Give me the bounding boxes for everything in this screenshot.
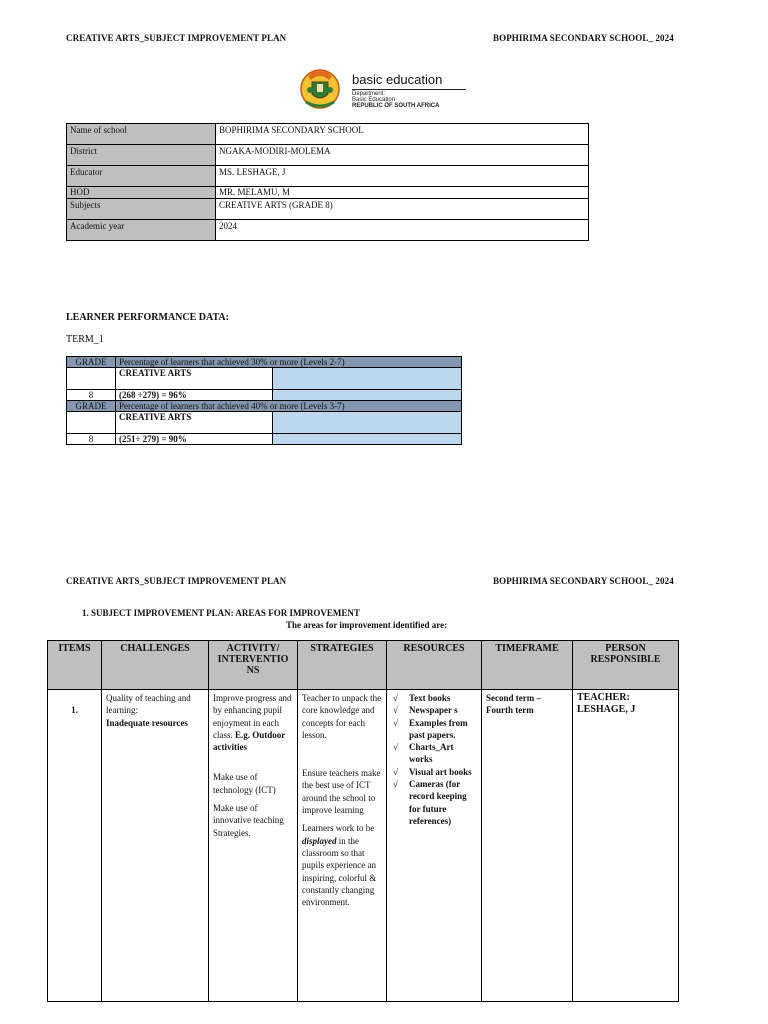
check-icon: √ [393,766,398,777]
col-resources: RESOURCES [387,641,482,690]
info-label: District [67,145,216,166]
person-cell: TEACHER: LESHAGE, J [573,690,679,1002]
info-row [67,187,589,199]
info-row [67,220,589,241]
header-left: CREATIVE ARTS_SUBJECT IMPROVEMENT PLAN [66,33,287,43]
resource-item [391,692,477,704]
strategy-p3b: in the classroom so that pupils experience an inspiring, colorful & constantly changing environment. [302,835,377,908]
resource-text: Charts_Art works [409,742,454,765]
performance-table [66,356,462,445]
result-row [67,390,462,401]
resource-text: Text books [409,693,451,703]
info-row [67,145,589,166]
resource-item [391,704,477,716]
check-icon: √ [393,693,398,703]
strategy-emphasis: displayed [302,835,337,846]
grade-header: GRADE [67,357,116,368]
strategy-text-3 [302,822,382,908]
item-number: 1. [48,690,102,1002]
col-challenges: CHALLENGES [102,641,209,690]
resources-list [391,692,477,827]
empty-cell [67,412,116,434]
resource-item [391,741,477,766]
performance-heading: LEARNER PERFORMANCE DATA: [66,312,229,323]
info-value: NGAKA-MODIRI-MOLEMA [216,145,589,166]
logo-line-2: Basic Education [352,97,396,103]
timeframe-cell: Second term – Fourth term [482,690,573,1002]
resource-text: Examples from past papers. [409,717,468,740]
grade-value: 8 [67,434,116,445]
performance-header-row [67,401,462,412]
info-label: Subjects [67,199,216,220]
check-icon: √ [393,705,398,716]
info-value: MS. LESHAGE, J [216,166,589,187]
col-timeframe: TIMEFRAME [482,641,573,690]
logo-line-1: Department: [352,91,386,97]
blank-shaded-cell [273,390,462,401]
subject-label: CREATIVE ARTS [116,368,273,390]
subject-row [67,368,462,390]
header-right: BOPHIRIMA SECONDARY SCHOOL_ 2024 [493,33,674,43]
blank-shaded-cell [273,434,462,445]
result-row [67,434,462,445]
resource-item [391,766,477,778]
info-row [67,124,589,145]
activity-text-3: Make use of innovative teaching Strategies. [213,803,284,838]
info-value: MR. MELAMU, M [216,187,589,199]
sip-header-row [48,641,679,690]
percentage-description: Percentage of learners that achieved 40% or more (Levels 3-7) [116,401,462,412]
logo-title: basic education [352,72,443,87]
col-items: ITEMS [48,641,102,690]
spacer [302,741,382,767]
result-value: (268 ÷279) = 96% [116,390,273,401]
col-activity: ACTIVITY/ INTERVENTIO NS [209,641,298,690]
resources-cell [387,690,482,1002]
info-label: Academic year [67,220,216,241]
strategies-cell [298,690,387,1002]
sip-section-title: 1. SUBJECT IMPROVEMENT PLAN: AREAS FOR IMPROVEMENT [82,608,360,618]
activity-cell [209,690,298,1002]
resource-text: Visual art books [409,766,472,777]
check-icon: √ [393,717,398,728]
resource-text: Newspaper s [409,705,458,716]
sip-row [48,690,679,1002]
performance-header-row [67,357,462,368]
school-info-table [66,123,589,241]
percentage-description: Percentage of learners that achieved 30% or more (Levels 2-7) [116,357,462,368]
subject-label: CREATIVE ARTS [116,412,273,434]
empty-cell [67,368,116,390]
activity-example: E.g. Outdoor activities [213,729,286,753]
info-label: HOD [67,187,216,199]
info-label: Name of school [67,124,216,145]
coat-of-arms-icon [296,64,344,112]
resource-item [391,778,477,827]
strategy-p3a: Learners work to be [302,823,375,834]
header-left-2: CREATIVE ARTS_SUBJECT IMPROVEMENT PLAN [66,576,287,586]
logo-divider [352,89,466,90]
check-icon: √ [393,742,398,753]
grade-header: GRADE [67,401,116,412]
activity-text-1 [213,692,293,753]
info-row [67,166,589,187]
info-row [67,199,589,220]
spacer [213,753,293,771]
info-value: 2024 [216,220,589,241]
challenge-cell [102,690,209,1002]
grade-value: 8 [67,390,116,401]
challenge-text: Quality of teaching and learning: [106,693,191,716]
strategy-text-1: Teacher to unpack the core knowledge and concepts for each lesson. [302,693,382,740]
logo-line-3: REPUBLIC OF SOUTH AFRICA [352,103,440,109]
challenge-bold: Inadequate resources [106,717,188,728]
check-icon: √ [393,779,398,790]
sip-subtitle: The areas for improvement identified are: [286,620,448,630]
resource-item [391,717,477,742]
blank-shaded-cell [273,412,462,434]
term-label: TERM_1 [66,334,104,345]
header-right-2: BOPHIRIMA SECONDARY SCHOOL_ 2024 [493,576,674,586]
col-person: PERSON RESPONSIBLE [573,641,679,690]
activity-text-2: Make use of technology (ICT) [213,772,276,795]
result-value: (251÷ 279) = 90% [116,434,273,445]
info-label: Educator [67,166,216,187]
blank-shaded-cell [273,368,462,390]
col-strategies: STRATEGIES [298,641,387,690]
info-value: CREATIVE ARTS (GRADE 8) [216,199,589,220]
resource-text: Cameras (for record keeping for future references) [409,779,467,826]
subject-row [67,412,462,434]
strategy-text-2: Ensure teachers make the best use of ICT around the school to improve learning [302,768,381,816]
improvement-plan-table [47,640,679,1002]
department-logo [296,64,476,112]
info-value: BOPHIRIMA SECONDARY SCHOOL [216,124,589,145]
activity-p1: Improve progress and by enhancing pupil enjoyment in each class. [213,693,292,740]
